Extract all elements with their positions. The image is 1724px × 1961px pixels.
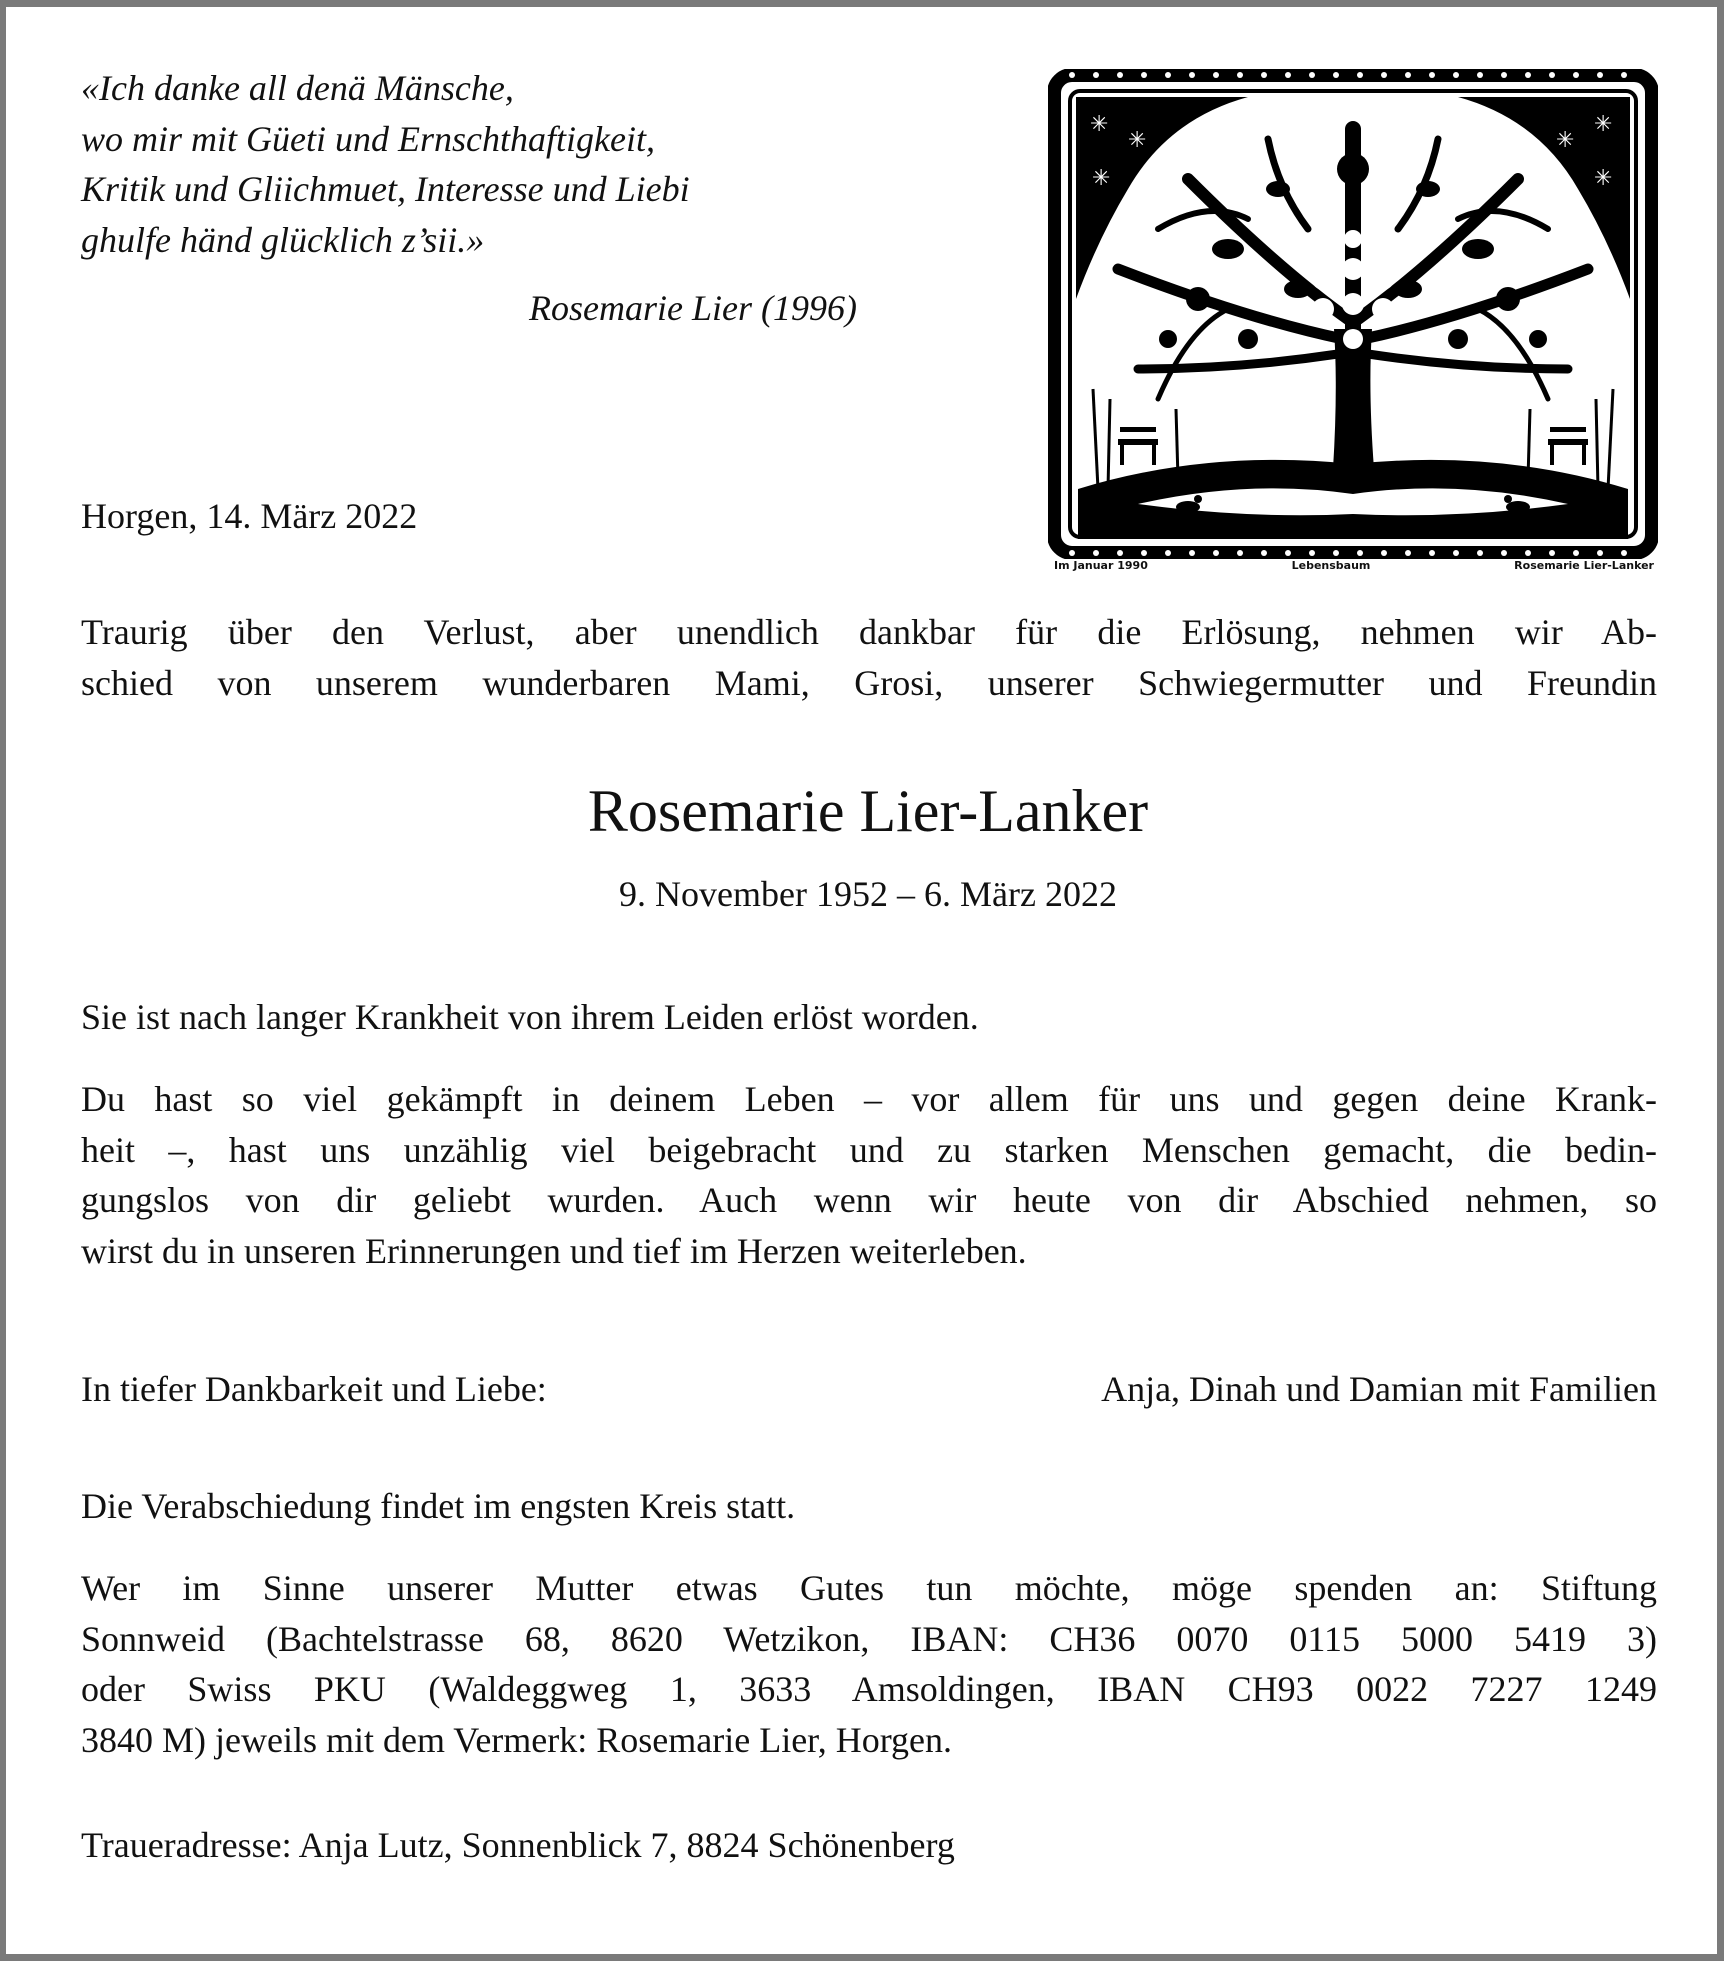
svg-text:✳: ✳	[1594, 112, 1613, 137]
quote-block	[81, 63, 861, 265]
svg-text:✳: ✳	[1092, 166, 1111, 191]
tree-of-life-artwork	[1048, 69, 1658, 579]
tribute-line: heit –, hast uns unzählig viel beigebracht und zu starken Menschen gemacht, die bedin-	[81, 1129, 1657, 1170]
tribute-line: Du hast so viel gekämpft in deinem Leben – vor allem für uns und gegen deine Krank-	[81, 1079, 1657, 1119]
tribute-line: gungslos von dir geliebt wurden. Auch wenn wir heute von dir Abschied nehmen, so	[81, 1180, 1657, 1220]
farewell-line: Die Verabschiedung findet im engsten Kreis statt.	[81, 1486, 796, 1526]
life-dates: 9. November 1952 – 6. März 2022	[619, 874, 1117, 914]
closing-line	[81, 1368, 1657, 1410]
quote-author: Rosemarie Lier (1996)	[529, 288, 857, 328]
svg-text:✳: ✳	[1128, 128, 1147, 153]
place-date: Horgen, 14. März 2022	[81, 496, 418, 536]
deceased-name: Rosemarie Lier-Lanker	[587, 778, 1149, 844]
address-line: Traueradresse: Anja Lutz, Sonnenblick 7, 8824 Schönenberg	[81, 1825, 955, 1865]
svg-text:✳: ✳	[1594, 166, 1613, 191]
tribute-paragraph	[81, 1074, 1657, 1276]
quote-line: Kritik und Gliichmuet, Interesse und Liebi	[81, 169, 690, 209]
closing-phrase: In tiefer Dankbarkeit und Liebe:	[81, 1369, 547, 1409]
papercut-tree-icon	[1048, 69, 1658, 559]
mourning-address	[81, 1820, 1657, 1871]
quote-line: «Ich danke all denä Mänsche,	[81, 68, 514, 108]
farewell-paragraph	[81, 1481, 1657, 1532]
release-paragraph	[81, 992, 1657, 1043]
artwork-caption	[1054, 559, 1654, 572]
artwork-caption-artist: Rosemarie Lier-Lanker	[1514, 559, 1654, 572]
intro-line: schied von unserem wunderbaren Mami, Grosi, unserer Schwiegermutter und Freundin	[81, 662, 1657, 703]
tribute-line: wirst du in unseren Erinnerungen und tief im Herzen weiterleben.	[81, 1230, 1027, 1271]
svg-text:✳: ✳	[1556, 128, 1575, 153]
mourners: Anja, Dinah und Damian mit Familien	[1101, 1369, 1657, 1409]
artwork-caption-title: Lebensbaum	[1291, 559, 1371, 572]
svg-text:✳: ✳	[1090, 112, 1109, 137]
intro-paragraph	[81, 607, 1657, 708]
donation-line: oder Swiss PKU (Waldeggweg 1, 3633 Amsoldingen, IBAN CH93 0022 7227 1249	[81, 1669, 1657, 1709]
donation-line: 3840 M) jeweils mit dem Vermerk: Rosemarie Lier, Horgen.	[81, 1719, 953, 1760]
quote-line: ghulfe händ glücklich z’sii.»	[81, 219, 485, 260]
donation-line: Sonnweid (Bachtelstrasse 68, 8620 Wetzikon, IBAN: CH36 0070 0115 5000 5419 3)	[81, 1618, 1657, 1659]
release-line: Sie ist nach langer Krankheit von ihrem Leiden erlöst worden.	[81, 997, 979, 1037]
intro-line: Traurig über den Verlust, aber unendlich dankbar für die Erlösung, nehmen wir Ab-	[81, 612, 1657, 652]
artwork-caption-date: Im Januar 1990	[1054, 559, 1148, 572]
quote-line: wo mir mit Güeti und Ernschthaftigkeit,	[81, 118, 655, 159]
donation-line: Wer im Sinne unserer Mutter etwas Gutes tun möchte, möge spenden an: Stiftung	[81, 1568, 1657, 1608]
donation-paragraph	[81, 1563, 1657, 1765]
